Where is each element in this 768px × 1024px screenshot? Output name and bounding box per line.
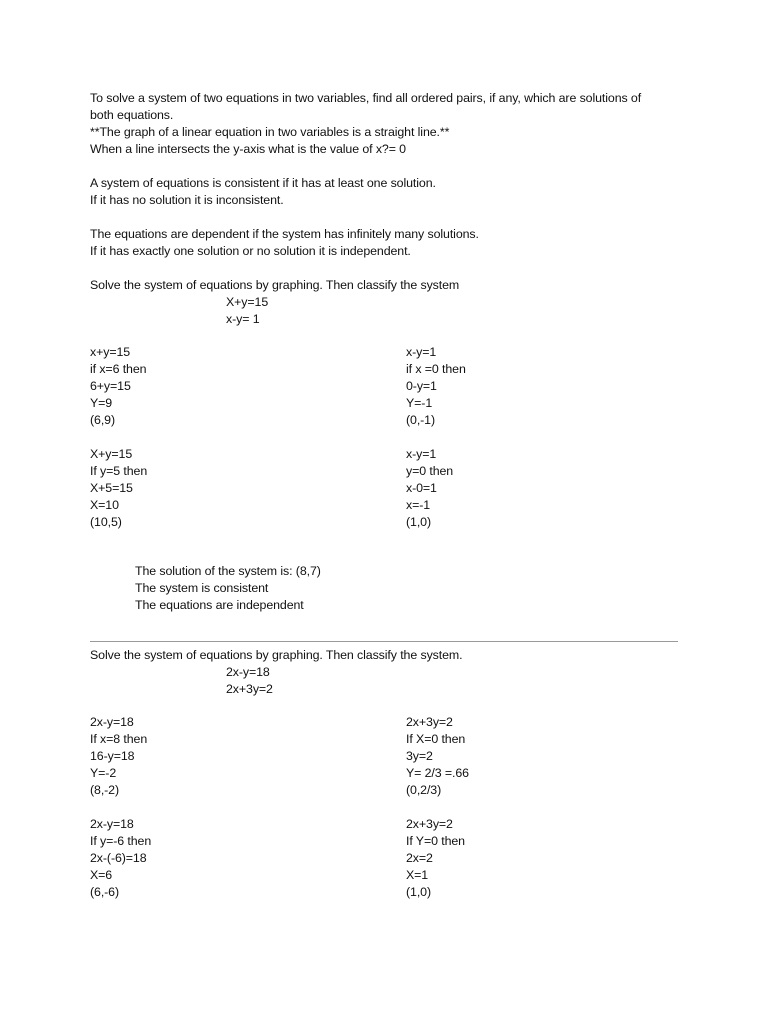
work-line: 2x+3y=2 — [406, 715, 453, 729]
conclusion-classification: The system is consistent — [135, 581, 269, 595]
definition-consistent: A system of equations is consistent if it has at least one solution. — [90, 176, 436, 190]
system-equation: x-y= 1 — [226, 312, 260, 326]
intro-question: When a line intersects the y-axis what is the value of x?= 0 — [90, 142, 406, 156]
work-line: 2x=2 — [406, 851, 433, 865]
work-line: x+y=15 — [90, 345, 131, 359]
work-line: 2x-(-6)=18 — [90, 851, 147, 865]
ordered-pair: (6,9) — [90, 413, 115, 427]
work-line: If X=0 then — [406, 732, 466, 746]
system-equation: 2x-y=18 — [226, 665, 270, 679]
work-line: x=-1 — [406, 498, 431, 512]
work-line: 6+y=15 — [90, 379, 131, 393]
ordered-pair: (0,2/3) — [406, 783, 442, 797]
work-line: X=6 — [90, 868, 113, 882]
definition-independent: If it has exactly one solution or no solution it is independent. — [90, 244, 411, 258]
section-divider — [90, 641, 678, 642]
work-line: X+y=15 — [90, 447, 133, 461]
system-equation: X+y=15 — [226, 295, 269, 309]
conclusion-solution: The solution of the system is: (8,7) — [135, 564, 321, 578]
work-line: y=0 then — [406, 464, 454, 478]
ordered-pair: (1,0) — [406, 515, 431, 529]
work-line: if x =0 then — [406, 362, 466, 376]
definition-dependent: The equations are dependent if the system has infinitely many solutions. — [90, 227, 479, 241]
work-line: If Y=0 then — [406, 834, 465, 848]
work-line: If y=-6 then — [90, 834, 152, 848]
work-line: 3y=2 — [406, 749, 433, 763]
work-line: 2x-y=18 — [90, 817, 134, 831]
intro-line: To solve a system of two equations in two variables, find all ordered pairs, if any, which are solutions of — [90, 91, 642, 105]
work-line: If y=5 then — [90, 464, 148, 478]
system-equation: 2x+3y=2 — [226, 682, 273, 696]
work-line: X=10 — [90, 498, 119, 512]
intro-note: **The graph of a linear equation in two variables is a straight line.** — [90, 125, 450, 139]
work-line: x-y=1 — [406, 447, 437, 461]
work-line: x-0=1 — [406, 481, 437, 495]
intro-line: both equations. — [90, 108, 174, 122]
work-line: Y=-1 — [406, 396, 433, 410]
work-line: X=1 — [406, 868, 429, 882]
ordered-pair: (10,5) — [90, 515, 122, 529]
work-line: X+5=15 — [90, 481, 133, 495]
conclusion-classification: The equations are independent — [135, 598, 304, 612]
problem-prompt: Solve the system of equations by graphing. Then classify the system. — [90, 648, 463, 662]
work-line: Y= 2/3 =.66 — [406, 766, 469, 780]
work-line: 2x+3y=2 — [406, 817, 453, 831]
definition-inconsistent: If it has no solution it is inconsistent. — [90, 193, 284, 207]
work-line: x-y=1 — [406, 345, 437, 359]
work-line: Y=9 — [90, 396, 113, 410]
ordered-pair: (6,-6) — [90, 885, 120, 899]
ordered-pair: (1,0) — [406, 885, 431, 899]
ordered-pair: (0,-1) — [406, 413, 436, 427]
work-line: 16-y=18 — [90, 749, 135, 763]
problem-prompt: Solve the system of equations by graphing. Then classify the system — [90, 278, 460, 292]
ordered-pair: (8,-2) — [90, 783, 120, 797]
work-line: If x=8 then — [90, 732, 148, 746]
work-line: 2x-y=18 — [90, 715, 134, 729]
work-line: Y=-2 — [90, 766, 117, 780]
work-line: 0-y=1 — [406, 379, 437, 393]
work-line: if x=6 then — [90, 362, 147, 376]
